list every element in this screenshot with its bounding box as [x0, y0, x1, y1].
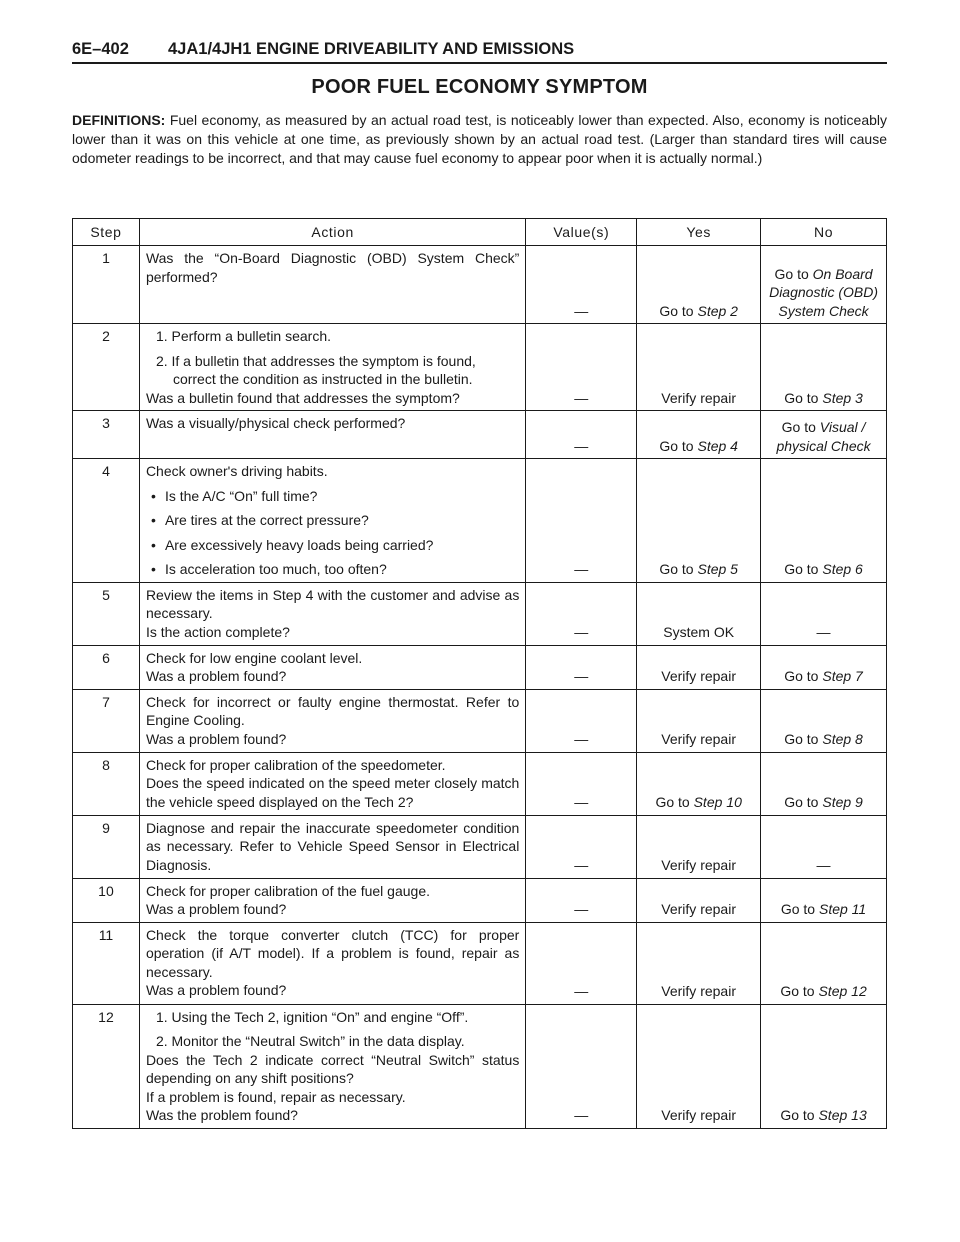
- no-cell: [761, 878, 887, 922]
- value-cell: —: [526, 922, 637, 1004]
- yes-cell: [637, 246, 761, 324]
- no-cell: —: [761, 815, 887, 878]
- yes-cell: System OK: [637, 582, 761, 645]
- step-number: 1: [73, 246, 140, 324]
- table-row: [73, 815, 887, 878]
- action-cell: [139, 752, 525, 815]
- action-text: Check for incorrect or faulty engine thermostat. Refer to Engine Cooling.: [145, 693, 520, 728]
- action-question: Was a bulletin found that addresses the symptom?: [145, 389, 460, 406]
- action-cell: [139, 246, 525, 324]
- no-cell: [761, 645, 887, 689]
- yes-cell: Verify repair: [637, 922, 761, 1004]
- action-text: Diagnose and repair the inaccurate speedometer condition as necessary. Refer to Vehicle Speed Sensor in Electrical Diagnosis.: [145, 819, 520, 873]
- action-item: 2. Monitor the “Neutral Switch” in the data display.: [155, 1033, 465, 1049]
- yes-cell: Verify repair: [637, 645, 761, 689]
- action-text: If a problem is found, repair as necessary.: [145, 1088, 406, 1105]
- no-step-link[interactable]: Step 6: [822, 561, 863, 577]
- table-row: [73, 459, 887, 583]
- yes-prefix: Go to: [655, 794, 690, 810]
- yes-cell: Verify repair: [637, 324, 761, 411]
- value-cell: —: [526, 411, 637, 459]
- no-cell: [761, 752, 887, 815]
- yes-prefix: Go to: [659, 561, 694, 577]
- action-cell: [139, 878, 525, 922]
- action-question: Was a problem found?: [145, 730, 287, 747]
- header-yes: Yes: [637, 219, 761, 246]
- page-header: [72, 40, 887, 64]
- header-no: No: [761, 219, 887, 246]
- no-prefix: Go to: [780, 983, 815, 999]
- action-cell: [139, 1004, 525, 1128]
- action-text: Review the items in Step 4 with the customer and advise as necessary.: [145, 586, 520, 621]
- yes-cell: Verify repair: [637, 1004, 761, 1128]
- no-prefix: Go to: [780, 901, 816, 917]
- table-row: [73, 689, 887, 752]
- step-number: 7: [73, 689, 140, 752]
- header-action: Action: [139, 219, 525, 246]
- no-step-link[interactable]: Step 9: [822, 794, 863, 810]
- action-cell: [139, 582, 525, 645]
- table-row: [73, 246, 887, 324]
- table-row: [73, 582, 887, 645]
- value-cell: —: [526, 246, 637, 324]
- page-title: POOR FUEL ECONOMY SYMPTOM: [311, 76, 648, 98]
- bullet-item: • Are excessively heavy loads being carried?: [146, 536, 519, 555]
- table-row: [73, 411, 887, 459]
- no-cell: [761, 922, 887, 1004]
- action-text: Was the “On-Board Diagnostic (OBD) System Check” performed?: [145, 250, 520, 285]
- action-text: Check owner's driving habits.: [145, 463, 328, 479]
- action-question: Is the action complete?: [145, 623, 290, 640]
- action-question: Was a problem found?: [145, 668, 287, 684]
- no-step-link[interactable]: Step 13: [818, 1107, 867, 1123]
- section-title: 4JA1/4JH1 ENGINE DRIVEABILITY AND EMISSIONS: [168, 40, 575, 58]
- action-cell: [139, 324, 525, 411]
- no-cell: [761, 411, 887, 459]
- no-step-link[interactable]: Step 12: [818, 983, 867, 999]
- value-cell: —: [526, 324, 637, 411]
- yes-step-link[interactable]: Step 10: [693, 794, 742, 810]
- yes-cell: [637, 752, 761, 815]
- no-prefix: Go to: [784, 794, 819, 810]
- action-text: Was a visually/physical check performed?: [145, 415, 406, 431]
- step-number: 2: [73, 324, 140, 411]
- no-step-link[interactable]: Visual / physical Check: [776, 419, 871, 454]
- table-row: [73, 922, 887, 1004]
- manual-page: [72, 40, 888, 1123]
- yes-step-link[interactable]: Step 4: [697, 437, 738, 454]
- value-cell: —: [526, 1004, 637, 1128]
- action-text: Check for proper calibration of the speedometer.: [145, 756, 446, 773]
- value-cell: —: [526, 459, 637, 583]
- value-cell: —: [526, 752, 637, 815]
- yes-cell: [637, 411, 761, 459]
- table-row: [73, 645, 887, 689]
- definitions-text: Fuel economy, as measured by an actual road test, is noticeably lower than expected. Also, economy is noticeably lower than it was on this vehicle at one time, as previously shown by an actual road test. (Larger than standard tires will cause odometer readings to be incorrect, and that may cause fuel economy to appear poor when it is actually normal.): [72, 112, 888, 166]
- action-question: Does the speed indicated on the speed meter closely match the vehicle speed displayed on the Tech 2?: [145, 775, 520, 810]
- action-item: 1. Using the Tech 2, ignition “On” and engine “Off”.: [155, 1008, 469, 1025]
- no-prefix: Go to: [781, 419, 816, 435]
- bullet-item: • Is the A/C “On” full time?: [146, 487, 519, 506]
- action-item-continued: correct the condition as instructed in the bulletin.: [172, 371, 473, 387]
- diagnostic-table: [72, 218, 887, 1129]
- action-item: 1. Perform a bulletin search.: [155, 328, 332, 344]
- action-cell: [139, 689, 525, 752]
- action-text: Check the torque converter clutch (TCC) for proper operation (if A/T model). If a problem is found, repair as necessary.: [145, 926, 520, 980]
- yes-cell: [637, 459, 761, 583]
- no-prefix: Go to: [784, 561, 819, 577]
- no-prefix: Go to: [784, 668, 819, 684]
- no-step-link[interactable]: Step 11: [818, 901, 867, 917]
- step-number: 10: [73, 878, 140, 922]
- table-row: [73, 878, 887, 922]
- value-cell: —: [526, 582, 637, 645]
- table-row: [73, 752, 887, 815]
- step-number: 11: [73, 922, 140, 1004]
- step-number: 3: [73, 411, 140, 459]
- no-cell: [761, 324, 887, 411]
- definitions-label: DEFINITIONS:: [72, 112, 166, 128]
- header-step: Step: [73, 219, 140, 246]
- no-prefix: Go to: [780, 1107, 815, 1123]
- value-cell: —: [526, 645, 637, 689]
- action-question: Does the Tech 2 indicate correct “Neutral Switch” status depending on any shift positions?: [145, 1051, 520, 1086]
- table-row: [73, 1004, 887, 1128]
- table-header-row: [73, 219, 887, 246]
- yes-step-link[interactable]: Step 5: [697, 561, 738, 577]
- value-cell: —: [526, 689, 637, 752]
- yes-prefix: Go to: [659, 437, 694, 454]
- yes-prefix: Go to: [659, 302, 694, 319]
- action-question: Was a problem found?: [145, 982, 287, 998]
- no-prefix: Go to: [774, 265, 809, 282]
- yes-cell: Verify repair: [637, 878, 761, 922]
- no-cell: [761, 689, 887, 752]
- no-cell: [761, 459, 887, 583]
- bullet-item: • Are tires at the correct pressure?: [146, 511, 519, 530]
- action-cell: [139, 459, 525, 583]
- step-number: 5: [73, 582, 140, 645]
- action-cell: [139, 411, 525, 459]
- step-number: 12: [73, 1004, 140, 1128]
- no-cell: [761, 1004, 887, 1128]
- step-number: 9: [73, 815, 140, 878]
- yes-cell: Verify repair: [637, 689, 761, 752]
- no-cell: —: [761, 582, 887, 645]
- action-text: Check for proper calibration of the fuel gauge.: [145, 882, 430, 899]
- value-cell: —: [526, 815, 637, 878]
- no-step-link[interactable]: Step 7: [822, 668, 863, 684]
- table-row: [73, 324, 887, 411]
- bullet-item: • Is acceleration too much, too often?: [146, 560, 519, 579]
- step-number: 4: [73, 459, 140, 583]
- yes-step-link[interactable]: Step 2: [697, 302, 738, 319]
- action-cell: [139, 815, 525, 878]
- action-cell: [139, 922, 525, 1004]
- step-number: 8: [73, 752, 140, 815]
- no-cell: [761, 246, 887, 324]
- yes-cell: Verify repair: [637, 815, 761, 878]
- action-question: Was the problem found?: [145, 1107, 298, 1123]
- no-prefix: Go to: [784, 731, 819, 747]
- header-values: Value(s): [526, 219, 637, 246]
- step-number: 6: [73, 645, 140, 689]
- action-item: 2. If a bulletin that addresses the symptom is found,: [155, 352, 476, 369]
- action-question: Was a problem found?: [145, 901, 287, 917]
- action-text: Check for low engine coolant level.: [145, 649, 363, 666]
- no-step-link[interactable]: Step 3: [822, 389, 863, 406]
- no-step-link[interactable]: Step 8: [822, 731, 863, 747]
- page-number: 6E–402: [72, 40, 129, 58]
- no-prefix: Go to: [784, 389, 819, 406]
- definitions-paragraph: [72, 111, 887, 168]
- value-cell: —: [526, 878, 637, 922]
- action-cell: [139, 645, 525, 689]
- no-step-link[interactable]: On Board Diagnostic (OBD) System Check: [769, 265, 878, 319]
